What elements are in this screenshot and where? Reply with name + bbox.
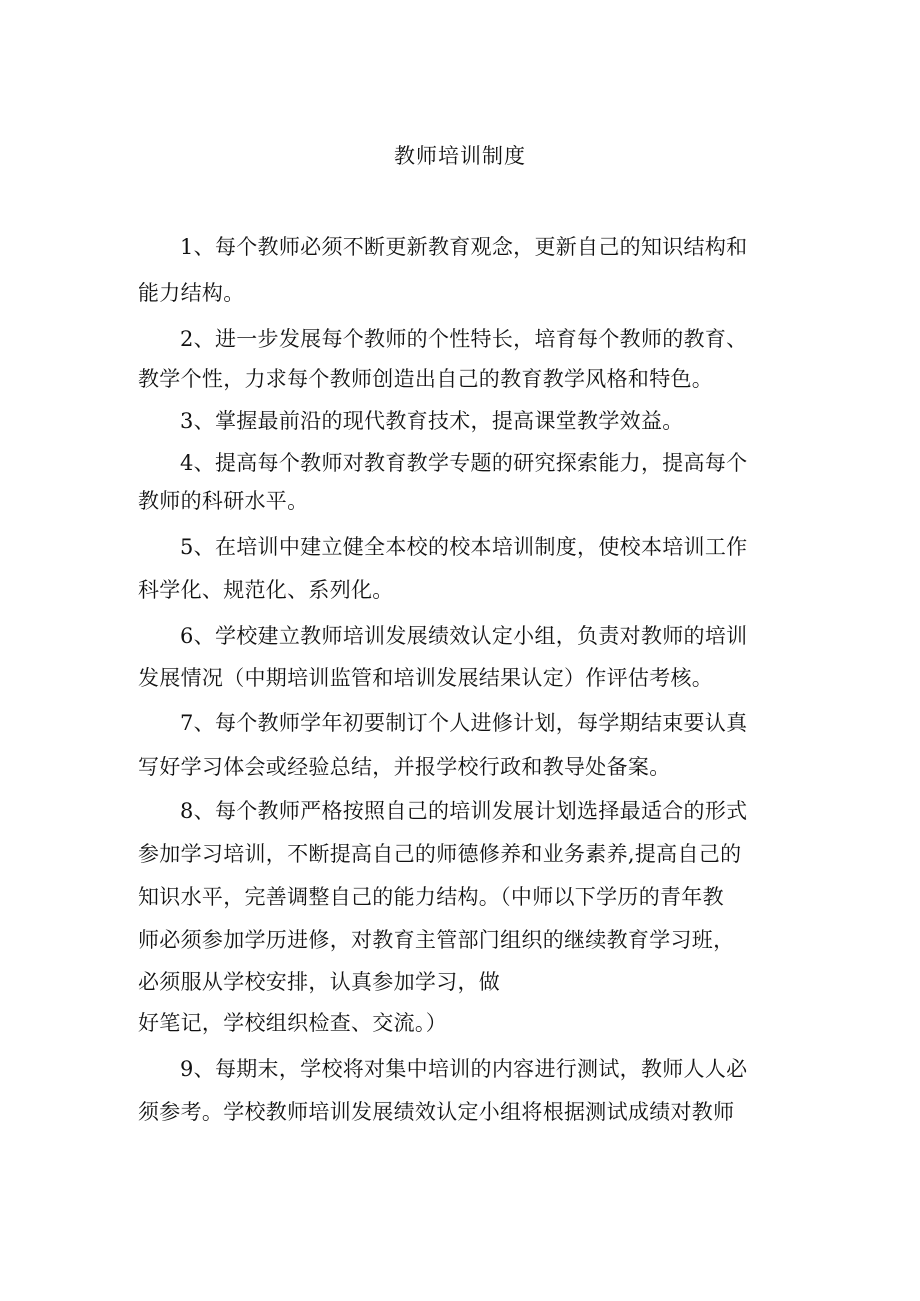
paragraph-8-line-1: 8、每个教师严格按照自己的培训发展计划选择最适合的形式 [180, 799, 748, 823]
paragraph-5-line-1: 5、在培训中建立健全本校的校本培训制度，使校本培训工作 [180, 535, 748, 559]
paragraph-6-line-2: 发展情况（中期培训监管和培训发展结果认定）作评估考核。 [138, 666, 714, 690]
paragraph-4-line-1: 4、提高每个教师对教育教学专题的研究探索能力，提高每个 [180, 451, 748, 475]
paragraph-6-line-1: 6、学校建立教师培训发展绩效认定小组，负责对教师的培训 [180, 624, 748, 648]
paragraph-7-line-2: 写好学习体会或经验总结，并报学校行政和教导处备案。 [138, 755, 671, 779]
paragraph-2-line-1: 2、进一步发展每个教师的个性特长，培育每个教师的教育、 [180, 327, 748, 351]
paragraph-3-line-1: 3、掌握最前沿的现代教育技术，提高课堂教学效益。 [180, 409, 684, 433]
paragraph-2-line-2: 教学个性，力求每个教师创造出自己的教育教学风格和特色。 [138, 367, 714, 391]
paragraph-8-line-4: 师必须参加学历进修，对教育主管部门组织的继续教育学习班， [138, 928, 735, 952]
paragraph-9-line-2: 须参考。学校教师培训发展绩效认定小组将根据测试成绩对教师 [138, 1100, 735, 1124]
paragraph-1-line-2: 能力结构。 [138, 281, 245, 305]
document-title: 教师培训制度 [394, 144, 526, 168]
paragraph-9-line-1: 9、每期末，学校将对集中培训的内容进行测试，教师人人必 [180, 1057, 748, 1081]
paragraph-8-line-3: 知识水平，完善调整自己的能力结构。（中师以下学历的青年教 [138, 885, 724, 909]
paragraph-5-line-2: 科学化、规范化、系列化。 [138, 578, 394, 602]
paragraph-1-line-1: 1、每个教师必须不断更新教育观念，更新自己的知识结构和 [180, 235, 748, 259]
paragraph-8-line-5: 必须服从学校安排，认真参加学习，做 [138, 970, 501, 994]
paragraph-7-line-1: 7、每个教师学年初要制订个人进修计划，每学期结束要认真 [180, 711, 748, 735]
paragraph-8-line-6: 好笔记，学校组织检查、交流。） [138, 1011, 447, 1035]
paragraph-8-line-2: 参加学习培训，不断提高自己的师德修养和业务素养,提高自己的 [138, 842, 742, 866]
paragraph-4-line-2: 教师的科研水平。 [138, 489, 309, 513]
